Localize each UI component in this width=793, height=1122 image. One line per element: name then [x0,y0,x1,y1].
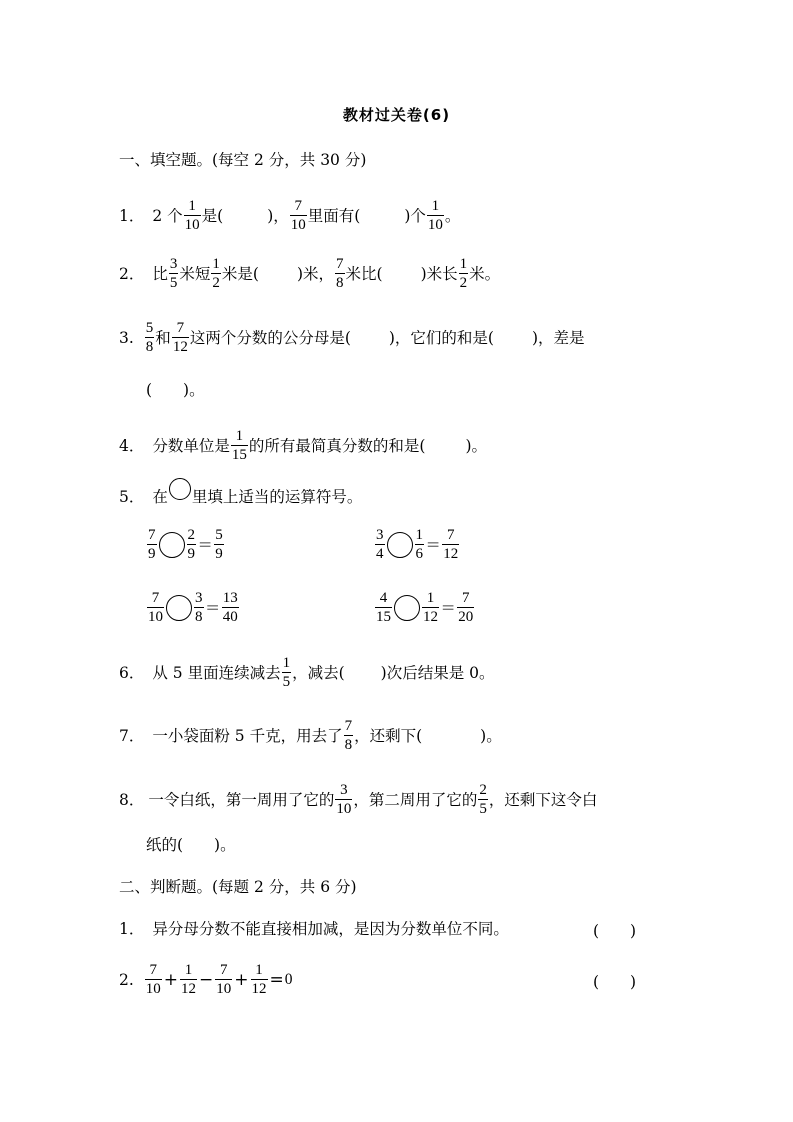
section-heading-text: 二、判断题。(每题 2 分，共 6 分) [119,878,357,896]
question-text: 异分母分数不能直接相加减，是因为分数单位不同。 [152,920,509,938]
operator-circle-input[interactable] [166,595,192,621]
operation-item-3 [146,590,240,625]
question-1-3-line2 [146,380,205,400]
result-value: 0 [284,970,293,988]
fraction: $\frac{1}{15}$ [231,428,247,463]
fraction: $\frac{7}{10}$ [290,198,306,233]
question-number: 2． [119,264,145,283]
fraction: $\frac{7}{10}$ [145,962,161,997]
question-text: 从 5 里面连续减去 [152,663,281,682]
question-text: )。 [480,726,502,745]
fraction: $\frac{1}{12}$ [181,962,197,997]
question-text: )，差是 [531,328,585,347]
question-1-6 [119,655,495,690]
fraction: $\frac{13}{40}$ [222,590,238,625]
question-text: )，它们的和是( [388,328,494,347]
question-1-8-line2 [146,835,236,855]
operation-item-4 [374,590,475,625]
question-number: 4． [119,436,145,455]
question-1-3 [119,320,585,355]
fraction: $\frac{3}{5}$ [169,256,178,291]
question-text: ，第二周用了它的 [353,790,478,809]
question-text: ，还剩下( [354,726,423,745]
page-title: 教材过关卷(6) [342,106,451,124]
question-text: ，还剩下这令白 [488,790,598,809]
answer-blank-text[interactable]: 纸的( )。 [146,836,236,854]
fraction: $\frac{1}{5}$ [282,655,291,690]
question-text: 里面有( [307,206,361,225]
fraction: $\frac{7}{20}$ [458,590,474,625]
fraction: $\frac{7}{10}$ [216,962,232,997]
fraction: $\frac{4}{15}$ [376,590,391,625]
question-text: 在 [152,488,168,506]
question-1-5 [119,486,362,508]
section2-heading [119,877,357,897]
question-number: 8． [119,790,145,809]
question-text: 米比( [345,264,383,283]
question-number: 6． [119,663,145,682]
question-text: ，减去( [292,663,345,682]
judgment-answer-box[interactable]: ( ) [593,973,637,991]
fraction: $\frac{3}{8}$ [195,590,203,625]
fraction: $\frac{1}{2}$ [459,256,468,291]
fraction: $\frac{7}{8}$ [336,256,344,291]
fraction: $\frac{7}{10}$ [148,590,163,625]
question-1-4 [119,428,487,463]
plus-sign: + [234,969,249,990]
fraction: $\frac{5}{9}$ [215,527,223,562]
fraction: $\frac{7}{9}$ [148,527,156,562]
operator-circle-input[interactable] [387,532,413,558]
fraction: $\frac{3}{10}$ [336,782,352,817]
question-text: )， [267,206,289,225]
question-2-2 [119,962,293,997]
fraction: $\frac{2}{5}$ [479,782,487,817]
question-text: 一小袋面粉 5 千克，用去了 [152,726,343,745]
question-text: 。 [444,206,461,225]
operator-circle-input[interactable] [394,595,420,621]
question-text: 比 [152,264,168,283]
answer-blank-text[interactable]: ( )。 [146,381,205,399]
question-text: 2 个 [152,206,183,225]
question-text: )个 [404,206,426,225]
fraction: $\frac{2}{9}$ [187,527,195,562]
question-text: 一令白纸，第一周用了它的 [148,790,335,809]
question-number: 5． [119,488,145,506]
question-number: 2. [119,970,134,989]
question-text: )。 [465,436,488,455]
question-text: 的所有最简真分数的和是( [248,436,426,455]
question-text: )米长 [420,264,458,283]
question-1-7 [119,718,502,753]
question-1-1 [119,198,460,233]
section1-heading [119,150,366,170]
fraction: $\frac{1}{10}$ [184,198,200,233]
question-text: 分数单位是 [152,436,230,455]
equals-sign: = [269,969,284,990]
fraction: $\frac{5}{8}$ [145,320,154,355]
fraction: $\frac{1}{2}$ [212,256,220,291]
fraction: $\frac{3}{4}$ [376,527,384,562]
operation-item-2 [374,527,460,562]
operator-circle-input[interactable] [159,532,185,558]
question-text: )米， [296,264,335,283]
fraction: $\frac{7}{12}$ [443,527,459,562]
section-heading-text: 一、填空题。(每空 2 分，共 30 分) [119,151,367,169]
equals-sign: = [198,534,213,555]
question-number: 3. [119,328,134,347]
equals-sign: = [205,597,220,618]
question-text: 和 [155,328,171,347]
fraction: $\frac{1}{12}$ [423,590,438,625]
question-1-2 [119,256,500,291]
equals-sign: = [426,534,441,555]
question-text: )次后结果是 0。 [380,663,495,682]
question-number: 1． [119,920,145,938]
question-number: 7． [119,726,145,745]
fraction: $\frac{7}{8}$ [344,718,353,753]
question-1-8 [119,782,597,817]
equals-sign: = [441,597,456,618]
fraction: $\frac{1}{10}$ [427,198,443,233]
question-text: 米短 [179,264,211,283]
judgment-answer-box[interactable]: ( ) [593,922,637,940]
question-text: 里填上适当的运算符号。 [191,488,363,506]
question-text: 这两个分数的公分母是( [189,328,351,347]
question-text: 是( [201,206,224,225]
fraction: $\frac{7}{12}$ [172,320,188,355]
question-text: 米是( [221,264,259,283]
circle-icon [169,478,191,500]
minus-sign: − [199,969,214,990]
question-text: 米。 [469,264,501,283]
question-2-1 [119,919,509,939]
fraction: $\frac{1}{6}$ [415,527,423,562]
fraction: $\frac{1}{12}$ [251,962,267,997]
question-number: 1． [119,206,145,225]
plus-sign: + [163,969,179,990]
operation-item-1 [146,527,225,562]
